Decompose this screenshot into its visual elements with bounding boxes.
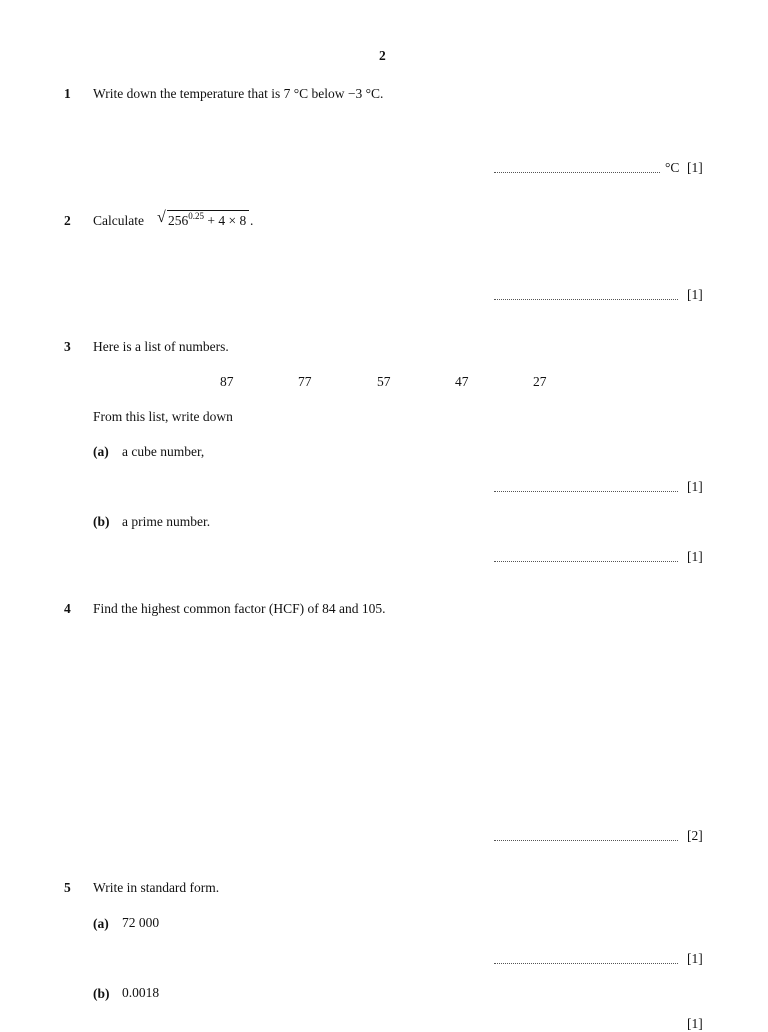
part-text: 0.0018: [122, 985, 160, 1000]
part-label: (a): [93, 916, 109, 931]
number-list-item: 57: [377, 374, 391, 389]
marks: [1]: [687, 951, 703, 966]
radical-bar: [167, 210, 249, 211]
marks: [1]: [687, 160, 703, 175]
instruction-text: From this list, write down: [93, 409, 233, 424]
number-list-item: 47: [455, 374, 469, 389]
question-text: Write in standard form.: [93, 880, 220, 895]
question-text: Here is a list of numbers.: [93, 339, 229, 354]
expr-base: 256: [168, 213, 189, 228]
marks: [1]: [687, 1016, 703, 1031]
answer-unit: °C: [665, 160, 680, 175]
answer-line[interactable]: [494, 299, 678, 300]
expr-exponent: 0.25: [188, 211, 204, 221]
question-text: Find the highest common factor (HCF) of 84 and 105.: [93, 601, 386, 616]
part-label: (b): [93, 514, 110, 529]
part-label: (a): [93, 444, 109, 459]
number-list-item: 87: [220, 374, 234, 389]
answer-line[interactable]: [494, 172, 660, 173]
answer-line[interactable]: [494, 963, 678, 964]
question-number: 5: [64, 880, 71, 895]
part-text: a cube number,: [122, 444, 205, 459]
question-number: 1: [64, 86, 71, 101]
question-prefix: Calculate: [93, 213, 144, 228]
part-text: 72 000: [122, 915, 160, 930]
radical-sign: √: [157, 209, 166, 226]
number-list-item: 27: [533, 374, 547, 389]
answer-line[interactable]: [494, 491, 678, 492]
marks: [1]: [687, 479, 703, 494]
question-number: 3: [64, 339, 71, 354]
question-number: 2: [64, 213, 71, 228]
expr-rest: + 4 × 8: [207, 213, 247, 228]
answer-line[interactable]: [494, 840, 678, 841]
math-expression: [168, 213, 246, 229]
question-text: Write down the temperature that is 7 °C below −3 °C.: [93, 86, 384, 101]
part-label: (b): [93, 986, 110, 1001]
marks: [2]: [687, 828, 703, 843]
marks: [1]: [687, 549, 703, 564]
marks: [1]: [687, 287, 703, 302]
number-list-item: 77: [298, 374, 312, 389]
part-text: a prime number.: [122, 514, 211, 529]
page-number: 2: [379, 48, 386, 63]
expr-suffix: .: [250, 213, 254, 228]
question-number: 4: [64, 601, 71, 616]
answer-line[interactable]: [494, 561, 678, 562]
